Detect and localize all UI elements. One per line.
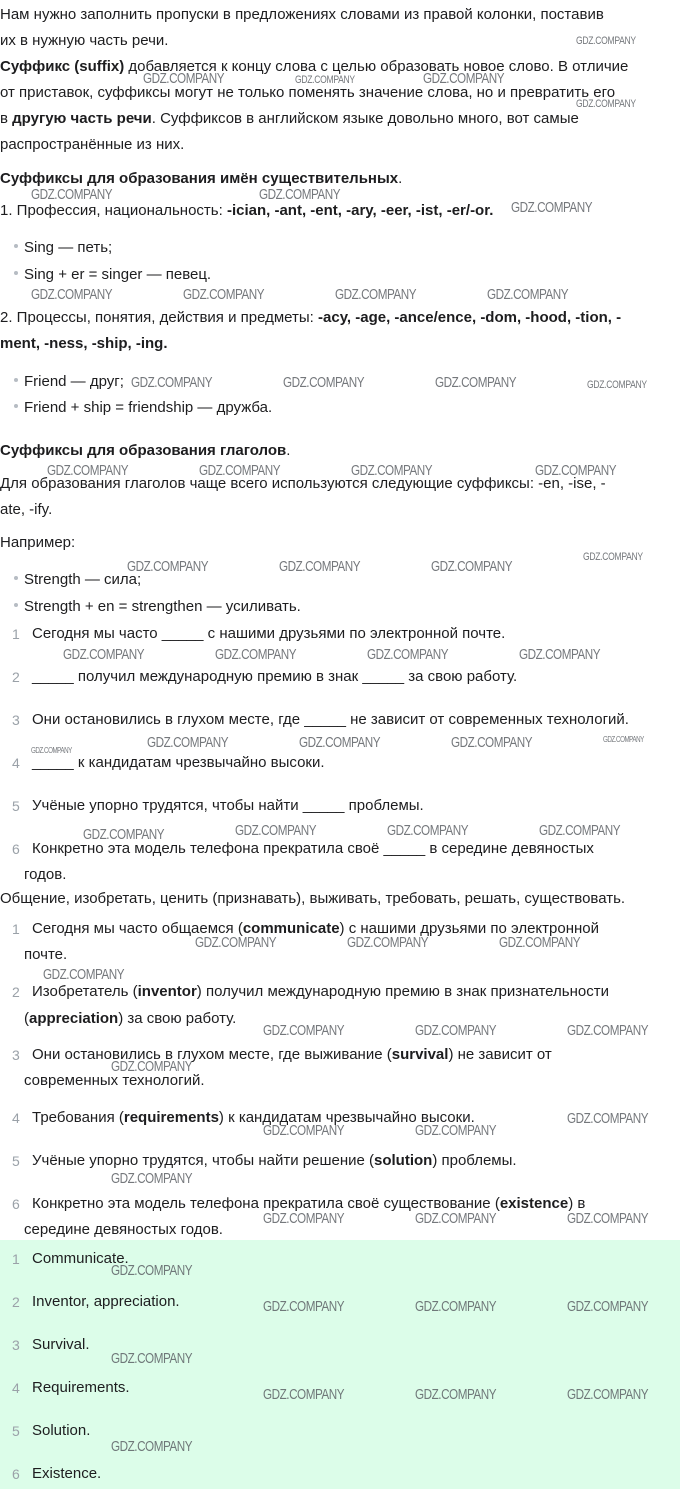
watermark: GDZ.COMPANY [127,558,209,575]
nouns-item-2: 2. Процессы, понятия, действия и предметы: -acy, -age, -ance/ence, -dom, -hood, -tion, - [0,309,622,326]
watermark: GDZ.COMPANY [567,1110,649,1127]
verbs-bullet-2: Strength + en = strengthen — усиливать. [14,594,301,620]
watermark: GDZ.COMPANY [415,1122,497,1139]
watermark: GDZ.COMPANY [147,734,229,751]
watermark: GDZ.COMPANY [567,1022,649,1039]
watermark: GDZ.COMPANY [83,826,165,843]
watermark: GDZ.COMPANY [195,934,277,951]
watermark: GDZ.COMPANY [347,934,429,951]
watermark: GDZ.COMPANY [111,1438,193,1455]
verbs-line-2: ate, -ify. [0,501,53,518]
watermark: GDZ.COMPANY [351,462,433,479]
watermark: GDZ.COMPANY [31,286,113,303]
watermark: GDZ.COMPANY [299,734,381,751]
suffix-definition-line-4: распространённые из них. [0,136,185,153]
nouns-heading: Суффиксы для образования имён существительных. [0,170,403,187]
suffix-definition-line-3: в другую часть речи. Суффиксов в английском языке довольно много, вот самые [0,110,579,127]
watermark: GDZ.COMPANY [235,822,317,839]
watermark: GDZ.COMPANY [259,186,341,203]
watermark: GDZ.COMPANY [183,286,265,303]
watermark: GDZ.COMPANY [263,1122,345,1139]
verbs-line-1: Для образования глаголов чаще всего используются следующие суффиксы: -en, -ise, - [0,475,606,492]
watermark: GDZ.COMPANY [435,374,517,391]
watermark: GDZ.COMPANY [567,1386,649,1403]
watermark: GDZ.COMPANY [111,1350,193,1367]
intro-line-1: Нам нужно заполнить пропуски в предложениях словами из правой колонки, поставив [0,6,604,23]
watermark: GDZ.COMPANY [335,286,417,303]
watermark: GDZ.COMPANY [367,646,449,663]
watermark: GDZ.COMPANY [423,70,505,87]
watermark: GDZ.COMPANY [519,646,601,663]
watermark: GDZ.COMPANY [499,934,581,951]
watermark: GDZ.COMPANY [415,1298,497,1315]
watermark: GDZ.COMPANY [511,199,593,216]
watermark: GDZ.COMPANY [603,735,644,744]
watermark: GDZ.COMPANY [111,1262,193,1279]
watermark: GDZ.COMPANY [263,1298,345,1315]
watermark: GDZ.COMPANY [295,74,355,86]
watermark: GDZ.COMPANY [143,70,225,87]
watermark: GDZ.COMPANY [63,646,145,663]
suffix-definition-line-1: Суффикс (suffix) добавляется к концу слова с целью образовать новое слово. В отличие [0,58,629,75]
watermark: GDZ.COMPANY [47,462,129,479]
intro-line-2: их в нужную часть речи. [0,32,169,49]
nouns-item-2-cont: ment, -ness, -ship, -ing. [0,335,168,352]
watermark: GDZ.COMPANY [387,822,469,839]
watermark: GDZ.COMPANY [451,734,533,751]
nouns-item-1: 1. Профессия, национальность: -ician, -ant, -ent, -ary, -eer, -ist, -er/-or. [0,202,494,219]
nouns-bullet-1: Sing — петь; [14,235,112,261]
watermark: GDZ.COMPANY [279,558,361,575]
watermark: GDZ.COMPANY [43,966,125,983]
word-bank: Общение, изобретать, ценить (признавать), выживать, требовать, решать, существовать. [0,890,626,907]
answers-block: 1 Communicate. 2 Inventor, appreciation. 3 Survival. 4 Requirements. 5 Solution. 6 Existence. [0,1240,680,1489]
watermark: GDZ.COMPANY [31,746,72,755]
watermark: GDZ.COMPANY [583,551,643,563]
watermark: GDZ.COMPANY [415,1210,497,1227]
nouns-bullet-4: Friend + ship = friendship — дружба. [14,395,272,421]
nouns-bullet-2: Sing + er = singer — певец. [14,262,211,288]
watermark: GDZ.COMPANY [587,379,647,391]
solution-item-3-cont: современных технологий. [24,1072,205,1089]
verbs-heading: Суффиксы для образования глаголов. [0,442,291,459]
watermark: GDZ.COMPANY [567,1298,649,1315]
solution-item-1-cont: почте. [24,946,68,963]
exercise-item-6-cont: годов. [24,866,67,883]
solution-item-6-cont: середине девяностых годов. [24,1221,223,1238]
suffix-term: Суффикс (suffix) [0,58,125,75]
watermark: GDZ.COMPANY [431,558,513,575]
watermark: GDZ.COMPANY [111,1058,193,1075]
watermark: GDZ.COMPANY [263,1022,345,1039]
example-label: Например: [0,534,76,551]
watermark: GDZ.COMPANY [415,1386,497,1403]
watermark: GDZ.COMPANY [576,35,636,47]
watermark: GDZ.COMPANY [31,186,113,203]
nouns-bullet-3: Friend — друг; [14,369,124,395]
watermark: GDZ.COMPANY [535,462,617,479]
solution-item-2-cont: (appreciation) за свою работу. [24,1010,237,1027]
watermark: GDZ.COMPANY [263,1210,345,1227]
watermark: GDZ.COMPANY [415,1022,497,1039]
watermark: GDZ.COMPANY [576,98,636,110]
suffix-definition-line-2: от приставок, суффиксы могут не только поменять значение слова, но и превратить его [0,84,616,101]
verbs-bullet-1: Strength — сила; [14,567,141,593]
watermark: GDZ.COMPANY [199,462,281,479]
page: Нам нужно заполнить пропуски в предложениях словами из правой колонки, поставив их в нужную часть речи. Суффикс (suffix) добавляется к концу слова с целью образовать новое слово. В отличие от приставок, суффиксы могут не только поменять значение слова, но и превратить его в другую часть речи. Суффиксов в английском языке довольно много, вот самые распространённые из них. Суффиксы для образования имён существительных. 1. Профессия, национальность: -ician, -ant, -ent, -ary, -eer, -ist, -er/-or. Sing — петь; Sing + er = singer — певец. 2. Процессы, понятия, действия и предметы: -acy, -age, -ance/ence, -dom, -hood, -tion, - ment, -ness, -ship, -ing. Friend — друг; Friend + ship = friendship — дружба. Суффиксы для образования глаголов. Для образования глаголов чаще всего используются следующие суффиксы: -en, -ise, - ate, -ify. Например: Strength — сила; Strength + en = strengthen — усиливать. 1 Сегодня мы часто _____ с нашими друзьями по электронной почте. 2 _____ получил международную премию в знак _____ за свою работу. 3 Они остановились в глухом месте, где _____ не зависит от современных технологий. 4 _____ к кандидатам чрезвычайно высоки. 5 Учёные упорно трудятся, чтобы найти _____ проблемы. 6 Конкретно эта модель телефона прекратила своё _____ в середине девяностых годов. Общение, изобретать, ценить (признавать), выживать, требовать, решать, существовать. 1 Сегодня мы часто общаемся (communicate) с нашими друзьями по электронной почте. 2 Изобретатель (inventor) получил международную премию в знак признательности (appreciation) за свою работу. 3 Они остановились в глухом месте, где выживание (survival) не зависит от современных технологий. 4 Требования (requirements) к кандидатам чрезвычайно высоки. 5 Учёные упорно трудятся, чтобы найти решение (solution) проблемы. 6 Конкретно эта модель телефона прекратила своё существование (existence) в середине девяностых годов. 1 Communicate. 2 Inventor, appreciation. 3 Survival. 4 Requirements. 5 Solution. 6 Existence. GDZ.COMPANY GDZ.COMPANY GDZ.COMPANY GDZ.COMPANY GDZ.COMPANY GDZ.COMPANY GDZ.COMPANY GDZ.COMPANY GDZ.COMPANY GDZ.COMPANY GDZ.COMPANY GDZ.COMPANY GDZ.COMPANY GDZ.COMPANY GDZ.COMPANY GDZ.COMPANY GDZ.COMPANY GDZ.COMPANY GDZ.COMPANY GDZ.COMPANY GDZ.COMPANY GDZ.COMPANY GDZ.COMPANY GDZ.COMPANY GDZ.COMPANY GDZ.COMPANY GDZ.COMPANY GDZ.COMPANY GDZ.COMPANY GDZ.COMPANY GDZ.COMPANY GDZ.COMPANY GDZ.COMPANY GDZ.COMPANY GDZ.COMPANY GDZ.COMPANY GDZ.COMPANY GDZ.COMPANY GDZ.COMPANY GDZ.COMPANY GDZ.COMPANY GDZ.COMPANY GDZ.COMPANY GDZ.COMPANY GDZ.COMPANY GDZ.COMPANY GDZ.COMPANY GDZ.COMPANY GDZ.COMPANY GDZ.COMPANY GDZ.COMPANY GDZ.COMPANY GDZ.COMPANY GDZ.COMPANY GDZ.COMPANY GDZ.COMPANY GDZ.COMPANY GDZ.COMPANY GDZ.COMPANY GDZ.COMPANY GDZ.COMPANY [0,0,680,1489]
watermark: GDZ.COMPANY [263,1386,345,1403]
watermark: GDZ.COMPANY [567,1210,649,1227]
watermark: GDZ.COMPANY [487,286,569,303]
watermark: GDZ.COMPANY [111,1170,193,1187]
watermark: GDZ.COMPANY [283,374,365,391]
watermark: GDZ.COMPANY [539,822,621,839]
watermark: GDZ.COMPANY [215,646,297,663]
watermark: GDZ.COMPANY [131,374,213,391]
